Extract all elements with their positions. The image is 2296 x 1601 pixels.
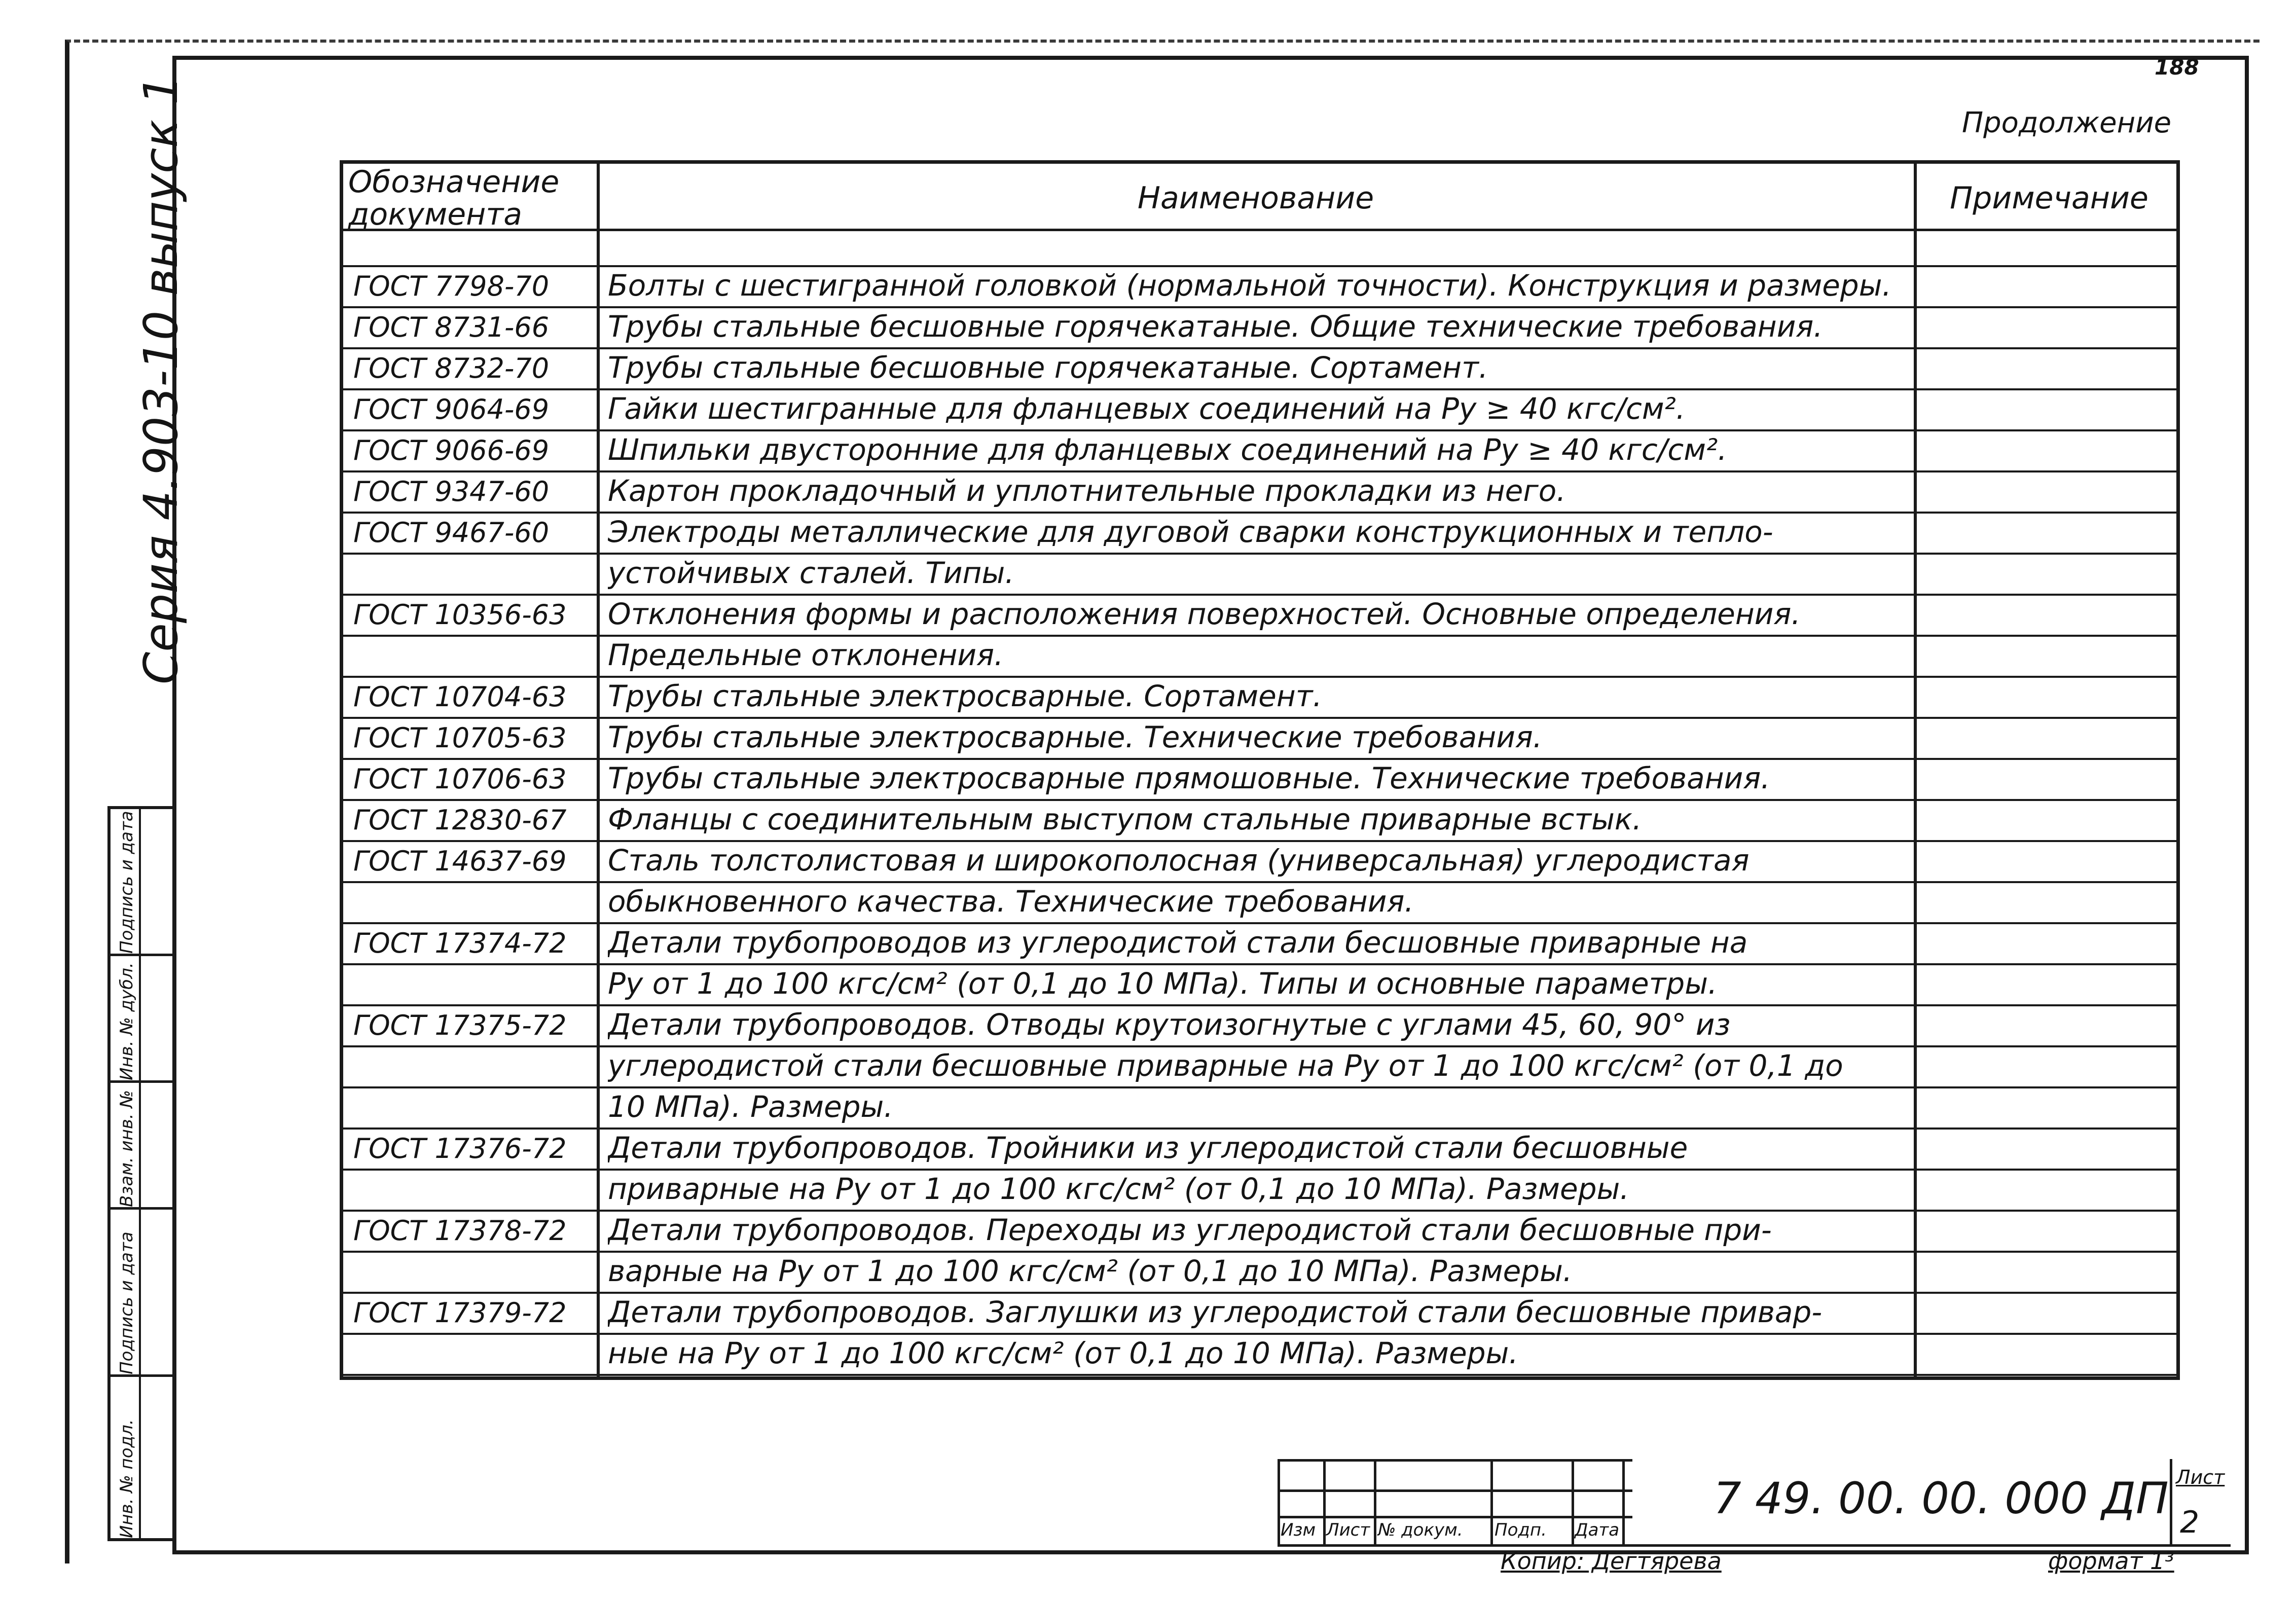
row-name: Болты с шестигранной головкой (нормальной точности). Конструкция и размеры. [608,268,1891,303]
table-row [343,1210,2176,1253]
row-name: Фланцы с соединительным выступом стальные приварные встык. [608,802,1642,836]
row-code: ГОСТ 17375-72 [353,1009,567,1041]
document-code: 7 49. 00. 00. 000 ДП [1714,1473,2169,1524]
stamp-cell [111,1210,173,1377]
stamp-label: Взам. инв. № [117,1090,137,1207]
tb-line [2170,1459,2172,1545]
table-row [343,1086,2176,1130]
row-name: Детали трубопроводов. Переходы из углеродистой стали бесшовные при- [608,1213,1772,1247]
title-block [1278,1459,2231,1549]
row-code: ГОСТ 10706-63 [353,763,567,795]
header-note: Примечание [1950,180,2148,216]
row-code: ГОСТ 9467-60 [353,517,550,549]
row-name: Трубы стальные электросварные. Сортамент. [608,679,1322,713]
continuation-label: Продолжение [1962,106,2172,139]
row-name: Трубы стальные электросварные прямошовные. Технические требования. [608,761,1770,795]
row-code: ГОСТ 9066-69 [353,434,550,466]
row-name: варные на Ру от 1 до 100 кгс/см² (от 0,1 до 10 МПа). Размеры. [608,1254,1573,1288]
row-name: Шпильки двусторонние для фланцевых соединений на Ру ≥ 40 кгс/см². [608,432,1727,467]
specification-table [340,160,2180,1380]
table-row [343,1127,2176,1171]
row-code: ГОСТ 8731-66 [353,311,550,343]
row-name: Детали трубопроводов. Тройники из углеродистой стали бесшовные [608,1131,1688,1165]
left-stamp-column [107,806,176,1541]
row-name: Трубы стальные бесшовные горячекатаные. Сортамент. [608,350,1488,385]
sheet-corner-number: 188 [2155,55,2199,80]
stamp-label: Подпись и дата [117,811,137,954]
blank-row [343,229,2176,267]
tb-line [1572,1459,1574,1545]
table-row [343,594,2176,637]
table-row [343,388,2176,431]
row-code: ГОСТ 12830-67 [353,804,567,836]
row-code: ГОСТ 10705-63 [353,722,567,754]
tb-line [1323,1459,1326,1545]
table-row [343,676,2176,719]
table-row [343,1004,2176,1047]
header-name: Наименование [1137,180,1374,216]
row-code: ГОСТ 17379-72 [353,1297,567,1329]
table-row [343,881,2176,924]
table-row [343,1292,2176,1335]
table-row [343,306,2176,349]
row-code: ГОСТ 8732-70 [353,352,550,384]
series-label: Серия 4.903-10 выпуск 1 [134,75,188,684]
stamp-label: Инв. № подл. [117,1419,137,1538]
header-code: Обозначение документа [348,164,560,232]
table-row [343,799,2176,842]
header-row [343,164,2176,231]
row-name: ные на Ру от 1 до 100 кгс/см² (от 0,1 до 10 МПа). Размеры. [608,1336,1518,1370]
table-row [343,840,2176,883]
row-name: Ру от 1 до 100 кгс/см² (от 0,1 до 10 МПа). Типы и основные параметры. [608,966,1718,1001]
row-name: приварные на Ру от 1 до 100 кгс/см² (от 0,1 до 10 МПа). Размеры. [608,1172,1629,1206]
row-code: ГОСТ 10704-63 [353,681,567,713]
row-name: Детали трубопроводов из углеродистой стали бесшовные приварные на [608,925,1748,960]
row-code: ГОСТ 17376-72 [353,1133,567,1165]
row-name: устойчивых сталей. Типы. [608,556,1014,590]
tb-line [1278,1459,1632,1462]
tb-line [1278,1459,1280,1545]
stamp-label: Подпись и дата [117,1231,137,1374]
table-row [343,1333,2176,1376]
row-name: Детали трубопроводов. Отводы крутоизогнутые с углами 45, 60, 90° из [608,1007,1731,1042]
row-code: ГОСТ 10356-63 [353,599,567,631]
stamp-cell [111,1377,173,1538]
row-code: ГОСТ 9064-69 [353,393,550,425]
stamp-cell [111,1083,173,1210]
table-row [343,1251,2176,1294]
copier-label: Копир: Дегтярева [1501,1547,1722,1575]
row-name: обыкновенного качества. Технические требования. [608,884,1414,919]
stamp-cell [111,809,173,956]
tb-line [1622,1459,1625,1545]
row-name: Электроды металлические для дуговой сварки конструкционных и тепло- [608,515,1773,549]
table-row [343,1045,2176,1088]
tb-line [1278,1516,1632,1518]
tb-line [1374,1459,1376,1545]
tb-label-doc: № докум. [1378,1520,1463,1540]
tb-line [1490,1459,1493,1545]
sheet-number: 2 [2180,1505,2200,1540]
row-name: Сталь толстолистовая и широкополосная (универсальная) углеродистая [608,843,1750,878]
table-row [343,758,2176,801]
row-code: ГОСТ 17378-72 [353,1215,567,1247]
row-name: Гайки шестигранные для фланцевых соединений на Ру ≥ 40 кгс/см². [608,391,1686,426]
tb-line [1278,1544,2231,1547]
row-code: ГОСТ 7798-70 [353,270,550,302]
row-name: Трубы стальные бесшовные горячекатаные. Общие технические требования. [608,309,1823,344]
row-code: ГОСТ 17374-72 [353,927,567,959]
table-row [343,1169,2176,1212]
row-name: 10 МПа). Размеры. [608,1089,893,1124]
table-row [343,347,2176,390]
row-code: ГОСТ 14637-69 [353,845,567,877]
tb-line [1278,1489,1632,1492]
table-row [343,470,2176,514]
tb-label-izm: Изм [1281,1520,1316,1540]
format-label: формат 1³ [2048,1547,2174,1575]
row-name: Трубы стальные электросварные. Технические требования. [608,720,1543,754]
row-name: Картон прокладочный и уплотнительные прокладки из него. [608,474,1566,508]
table-row [343,265,2176,308]
row-name: Отклонения формы и расположения поверхностей. Основные определения. [608,597,1801,631]
table-row [343,429,2176,472]
table-row [343,553,2176,596]
row-name: Детали трубопроводов. Заглушки из углеродистой стали бесшовные привар- [608,1295,1823,1329]
tb-label-date: Дата [1575,1520,1620,1540]
sheet-label: Лист [2176,1466,2225,1488]
row-code: ГОСТ 9347-60 [353,476,550,507]
tb-label-list: Лист [1326,1520,1370,1540]
table-row [343,922,2176,965]
table-row [343,512,2176,555]
table-row [343,717,2176,760]
stamp-cell [111,956,173,1083]
table-row [343,963,2176,1006]
table-row [343,635,2176,678]
stamp-label: Инв. № дубл. [117,962,137,1080]
row-name: Предельные отклонения. [608,638,1004,672]
row-name: углеродистой стали бесшовные приварные на Ру от 1 до 100 кгс/см² (от 0,1 до [608,1048,1843,1083]
tb-label-sign: Подп. [1495,1520,1547,1540]
